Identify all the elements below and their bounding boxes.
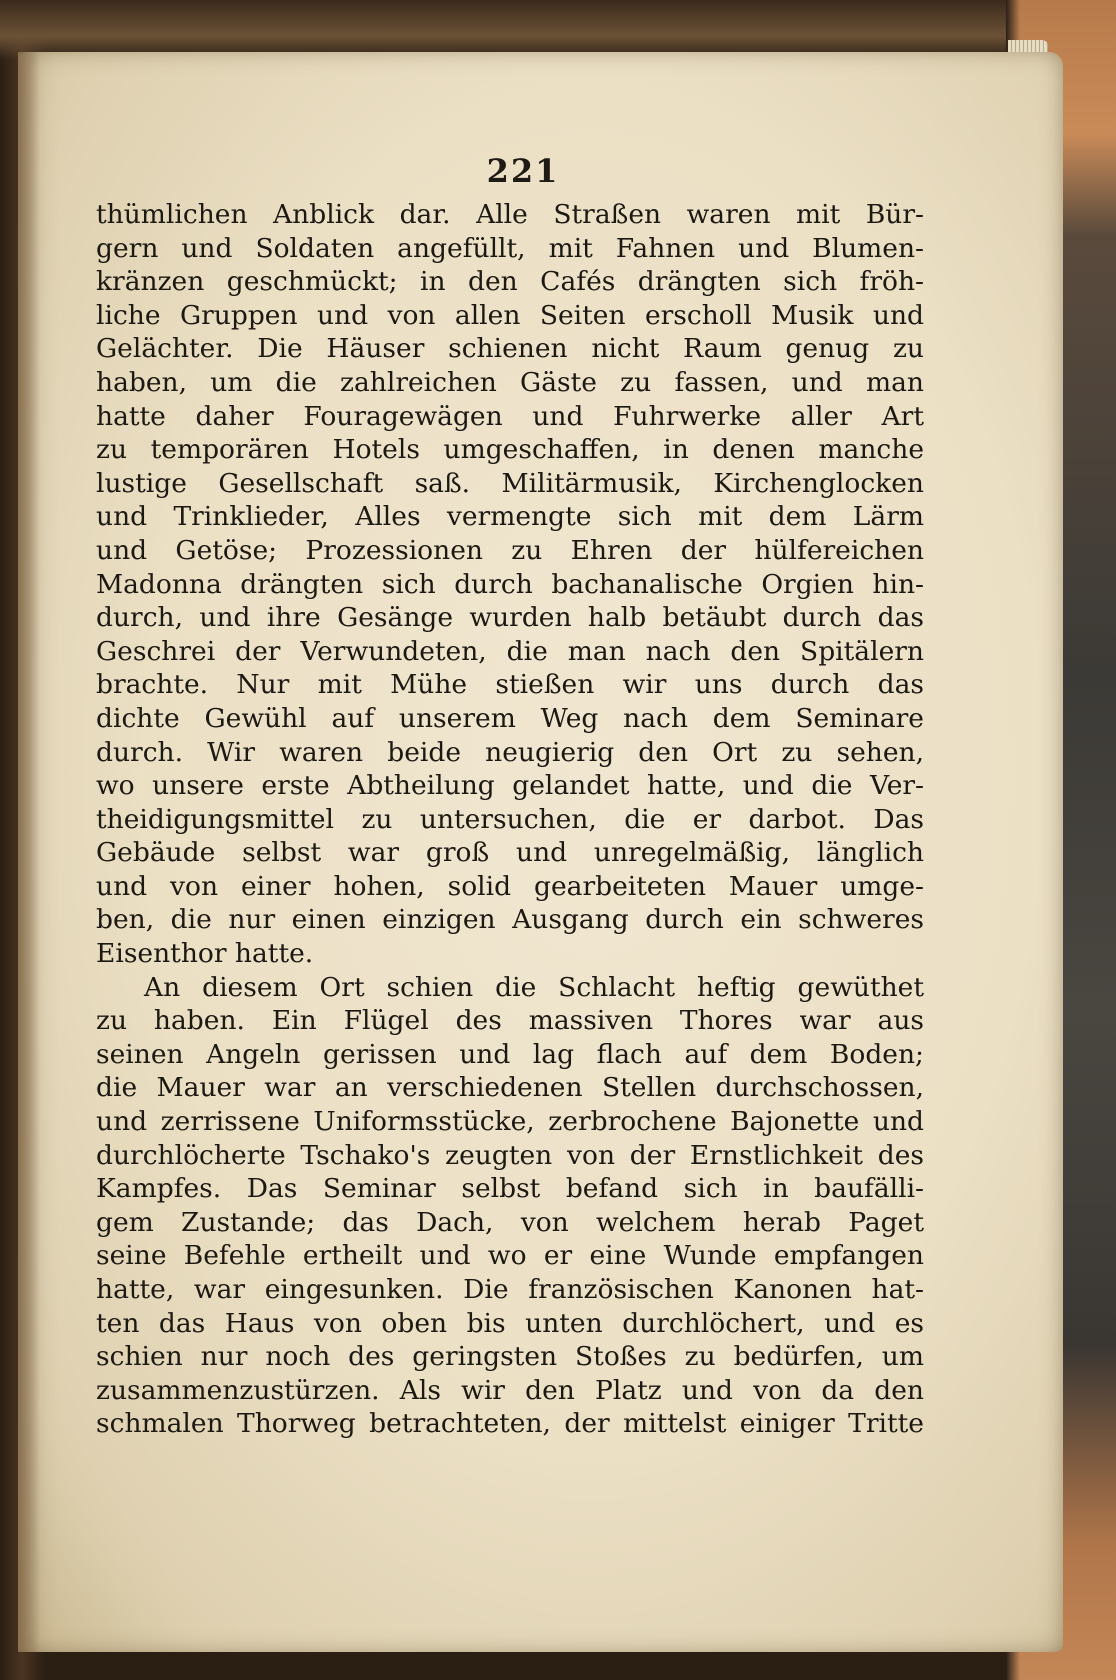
text-line: hatte daher Fouragewägen und Fuhrwerke aller Art — [96, 400, 924, 432]
page-gutter — [18, 52, 40, 1652]
text-line: brachte. Nur mit Mühe stießen wir uns durch das — [96, 669, 924, 701]
text-line: gern und Soldaten angefüllt, mit Fahnen und Blumen- — [96, 232, 924, 264]
text-line: kränzen geschmückt; in den Cafés drängten sich fröh- — [96, 266, 924, 298]
text-line: durchlöcherte Tschako's zeugten von der Ernstlichkeit des — [96, 1139, 924, 1171]
paragraph-start-line: An diesem Ort schien die Schlacht heftig gewüthet — [144, 971, 924, 1003]
text-line: durch, und ihre Gesänge wurden halb betäubt durch das — [96, 602, 924, 634]
text-line: Madonna drängten sich durch bachanalische Orgien hin- — [96, 568, 924, 600]
page-number: 221 — [486, 152, 560, 190]
text-line: zu temporären Hotels umgeschaffen, in denen manche — [96, 434, 924, 466]
text-line: liche Gruppen und von allen Seiten erscholl Musik und — [96, 299, 924, 331]
text-line: durch. Wir waren beide neugierig den Ort zu sehen, — [96, 736, 924, 768]
text-line: seine Befehle ertheilt und wo er eine Wunde empfangen — [96, 1240, 924, 1272]
book-page — [18, 52, 1063, 1652]
text-line: seinen Angeln gerissen und lag flach auf dem Boden; — [96, 1038, 924, 1070]
page-text — [96, 198, 924, 1441]
text-line: Gebäude selbst war groß und unregelmäßig, länglich — [96, 837, 924, 869]
text-line: schmalen Thorweg betrachteten, der mittelst einiger Tritte — [96, 1408, 924, 1440]
paragraph-end-line: Eisenthor hatte. — [96, 938, 314, 970]
text-line: schien nur noch des geringsten Stoßes zu bedürfen, um — [96, 1341, 924, 1373]
text-line: lustige Gesellschaft saß. Militärmusik, Kirchenglocken — [96, 467, 924, 499]
text-line: Kampfes. Das Seminar selbst befand sich in baufälli- — [96, 1173, 924, 1205]
text-line: haben, um die zahlreichen Gäste zu fassen, und man — [96, 366, 924, 398]
text-line: Geschrei der Verwundeten, die man nach den Spitälern — [96, 635, 924, 667]
text-line: Gelächter. Die Häuser schienen nicht Raum genug zu — [96, 333, 924, 365]
text-line: ben, die nur einen einzigen Ausgang durch ein schweres — [96, 904, 924, 936]
text-line: theidigungsmittel zu untersuchen, die er darbot. Das — [96, 803, 924, 835]
text-line: hatte, war eingesunken. Die französischen Kanonen hat- — [96, 1274, 924, 1305]
text-line: zu haben. Ein Flügel des massiven Thores war aus — [96, 1005, 924, 1037]
text-line: gem Zustande; das Dach, von welchem herab Paget — [96, 1206, 924, 1238]
text-line: und zerrissene Uniformsstücke, zerbrochene Bajonette und — [96, 1106, 924, 1138]
text-line: und Getöse; Prozessionen zu Ehren der hülfereichen — [96, 534, 924, 566]
text-line: wo unsere erste Abtheilung gelandet hatte, und die Ver- — [96, 770, 924, 802]
text-line: zusammenzustürzen. Als wir den Platz und von da den — [96, 1374, 924, 1406]
text-line: und Trinklieder, Alles vermengte sich mit dem Lärm — [96, 501, 924, 533]
top-shadow — [0, 0, 1116, 60]
text-line: thümlichen Anblick dar. Alle Straßen waren mit Bür- — [96, 199, 924, 230]
text-line: ten das Haus von oben bis unten durchlöchert, und es — [96, 1307, 924, 1339]
text-line: die Mauer war an verschiedenen Stellen durchschossen, — [96, 1072, 924, 1104]
text-line: dichte Gewühl auf unserem Weg nach dem Seminare — [96, 702, 924, 734]
text-line: und von einer hohen, solid gearbeiteten Mauer umge- — [96, 870, 924, 902]
